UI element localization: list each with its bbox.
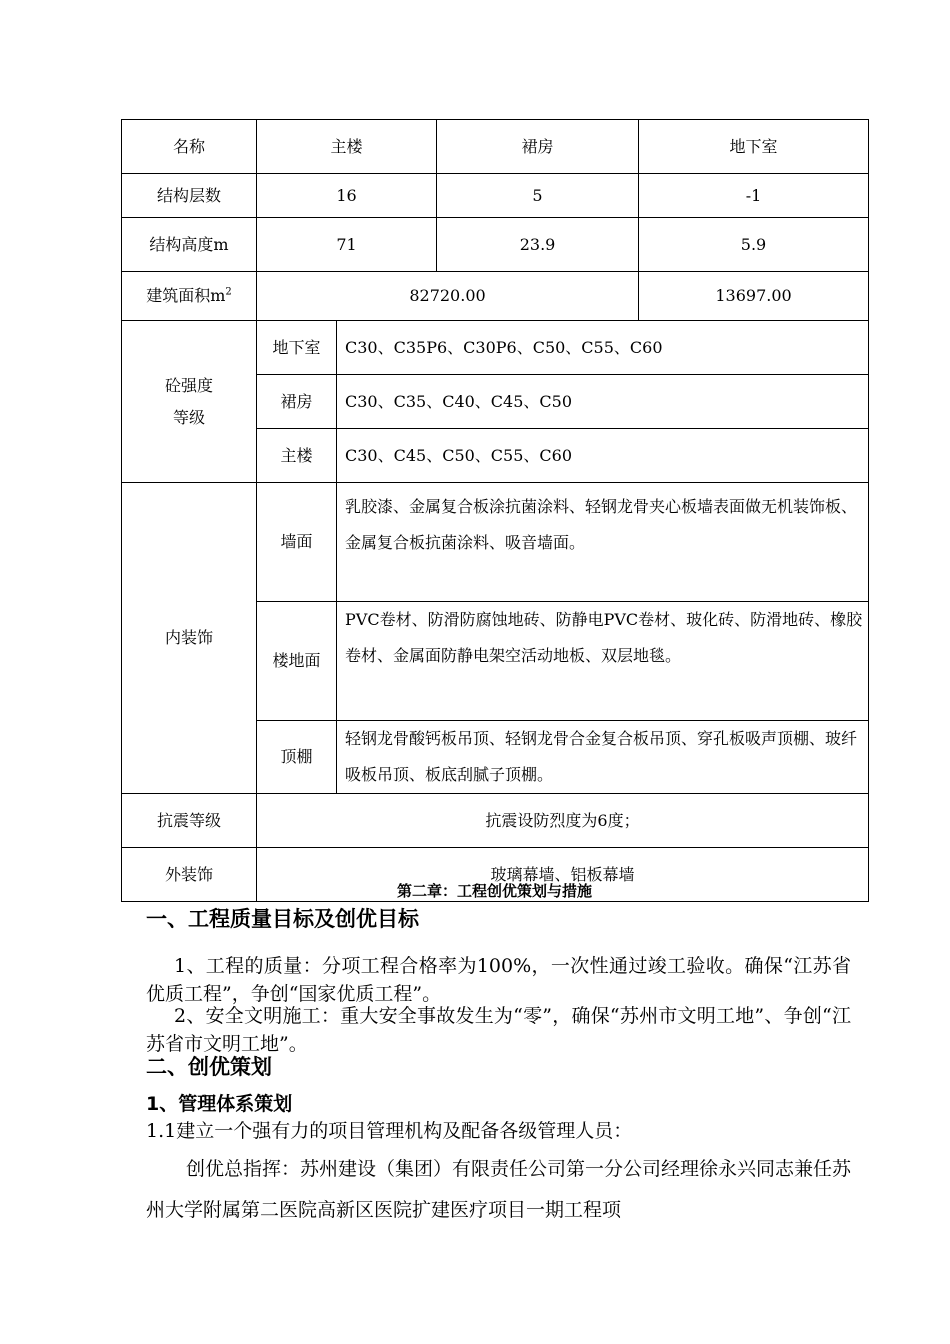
chapter-title: 第二章：工程创优策划与措施 [396, 882, 592, 900]
section2-heading: 二、创优策划 [146, 1055, 272, 1079]
interior-part: 楼地面 [257, 602, 337, 721]
section2-sub-subheading: 1.1建立一个强有力的项目管理机构及配备各级管理人员： [146, 1120, 633, 1142]
height-main: 71 [257, 218, 437, 272]
interior-text: PVC卷材、防滑防腐蚀地砖、防静电PVC卷材、玻化砖、防滑地砖、橡胶卷材、金属面防静电架空活动地板、双层地毯。 [337, 602, 869, 721]
concrete-label: 砼强度 等级 [122, 321, 257, 483]
interior-part: 墙面 [257, 483, 337, 602]
floors-label: 结构层数 [122, 174, 257, 218]
concrete-part: 裙房 [257, 375, 337, 429]
header-basement: 地下室 [639, 120, 869, 174]
area-label: 建筑面积$m^2$ [122, 272, 257, 321]
exterior-value: 玻璃幕墙、铝板幕墙 [257, 848, 869, 902]
concrete-grades: C30、C35P6、C30P6、C50、C55、C60 [337, 321, 869, 375]
concrete-grades: C30、C45、C50、C55、C60 [337, 429, 869, 483]
concrete-part: 主楼 [257, 429, 337, 483]
table-row [122, 321, 869, 375]
header-name: 名称 [122, 120, 257, 174]
table-row [122, 174, 869, 218]
interior-text: 轻钢龙骨酸钙板吊顶、轻钢龙骨合金复合板吊顶、穿孔板吸声顶棚、玻纤吸板吊顶、板底刮腻子顶棚。 [337, 721, 869, 794]
concrete-grades: C30、C35、C40、C45、C50 [337, 375, 869, 429]
height-podium: 23.9 [437, 218, 639, 272]
section1-heading: 一、工程质量目标及创优目标 [146, 907, 419, 931]
table-row [122, 218, 869, 272]
interior-part: 顶棚 [257, 721, 337, 794]
section2-subheading: 1、管理体系策划 [146, 1093, 293, 1115]
table-row [122, 794, 869, 848]
table-row [122, 483, 869, 602]
interior-text: 乳胶漆、金属复合板涂抗菌涂料、轻钢龙骨夹心板墙表面做无机装饰板、金属复合板抗菌涂料、吸音墙面。 [337, 483, 869, 602]
floors-main: 16 [257, 174, 437, 218]
seismic-label: 抗震等级 [122, 794, 257, 848]
exterior-label: 外装饰 [122, 848, 257, 902]
height-basement: 5.9 [639, 218, 869, 272]
header-podium: 裙房 [437, 120, 639, 174]
seismic-value: 抗震设防烈度为6度； [257, 794, 869, 848]
table-row [122, 272, 869, 321]
area-below: 13697.00 [639, 272, 869, 321]
concrete-part: 地下室 [257, 321, 337, 375]
section1-paragraph-2: 2、安全文明施工：重大安全事故发生为“零”，确保“苏州市文明工地”、争创“江苏省市文明工地”。 [146, 1005, 851, 1055]
floors-basement: -1 [639, 174, 869, 218]
project-spec-table [121, 119, 869, 902]
header-main: 主楼 [257, 120, 437, 174]
section2-body: 创优总指挥：苏州建设（集团）有限责任公司第一分公司经理徐永兴同志兼任苏州大学附属第二医院高新区医院扩建医疗项目一期工程项 [146, 1158, 852, 1221]
table-row [122, 120, 869, 174]
area-above: 82720.00 [257, 272, 639, 321]
interior-label: 内装饰 [122, 483, 257, 794]
section1-paragraph-1: 1、工程的质量：分项工程合格率为100%，一次性通过竣工验收。确保“江苏省优质工程”，争创“国家优质工程”。 [146, 955, 851, 1005]
height-label: 结构高度m [122, 218, 257, 272]
floors-podium: 5 [437, 174, 639, 218]
